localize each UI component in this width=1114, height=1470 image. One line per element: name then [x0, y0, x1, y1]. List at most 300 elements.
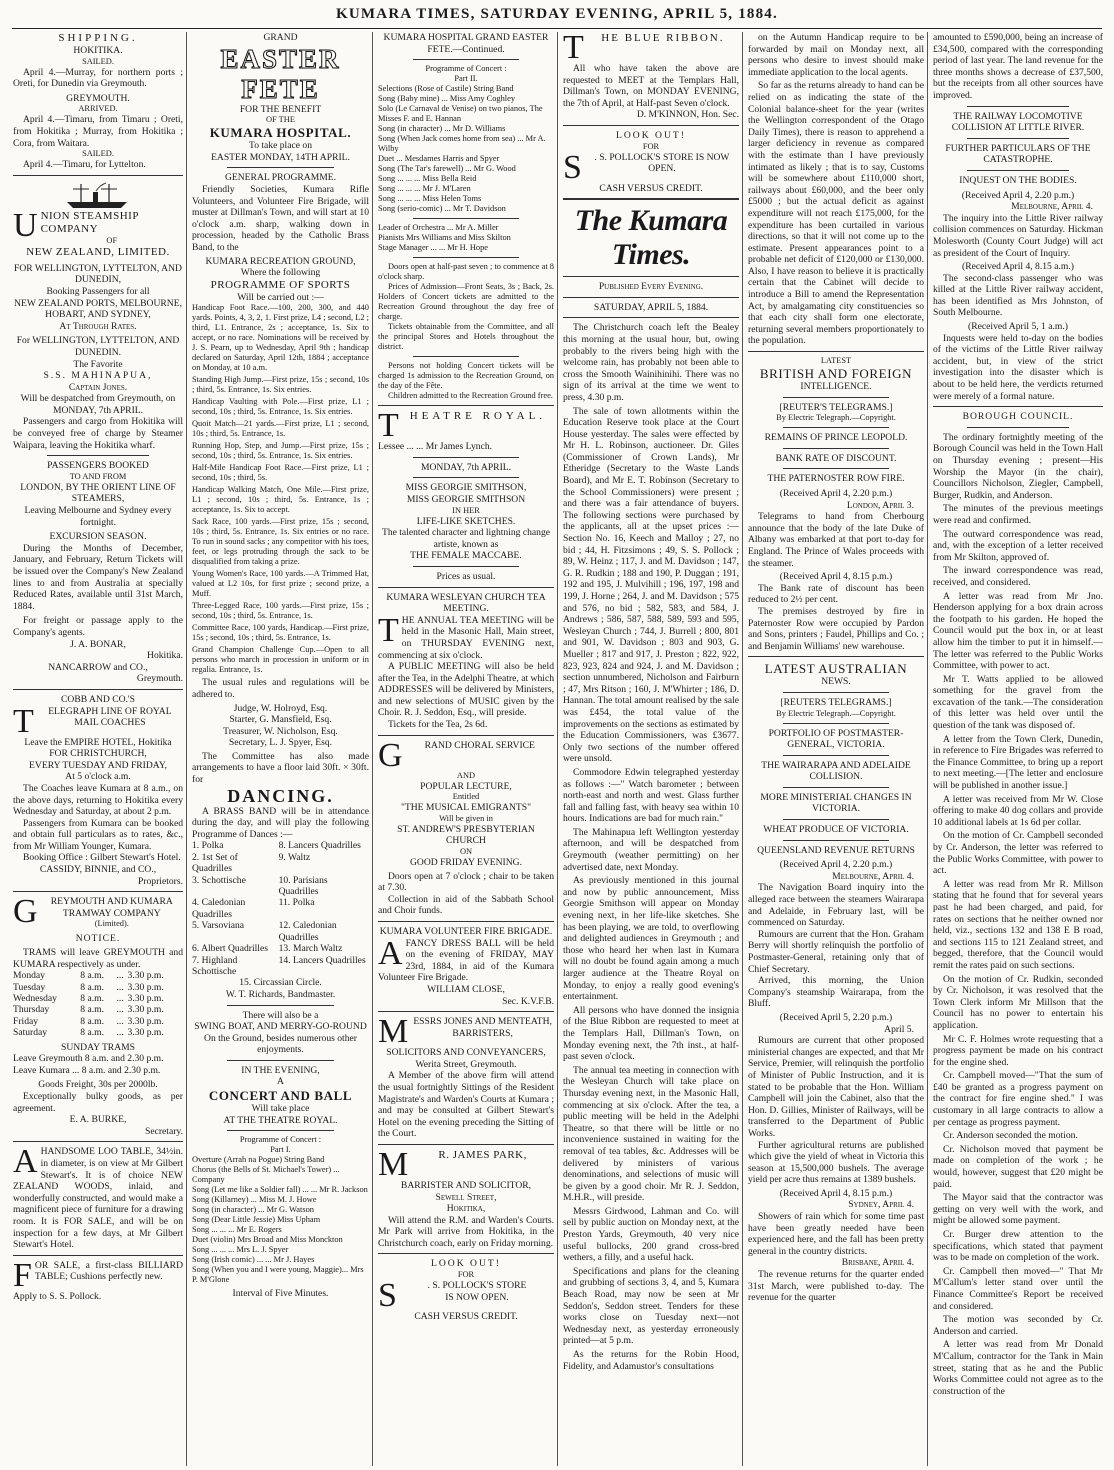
- subheading: ARRIVED.: [78, 104, 118, 114]
- paragraph: The sale of town allotments within the Education Reserve took place at the Court House yesterday. The sales were effected by Mr H. L. Robinson, auctioneer. Dr. Giles (Commissioner of Crown Lands), Mr Etheridge (Secretary to the Waste Lands Board), and Mr E. T. Robinson (Secretary to the School Commissioners) were present ; and there was a fair attendance of buyers. The following sections were purchased by the applicants, all at the upset prices :—Section No. 16, Keech and Malloy ; 27, no bid ; 44, H. Fitzsimons ; 49, S. S. Pollock ; 89, W. Heinz ; 117, J. and M. Davidson ; 147, G. R. Rudkin ; 188 and 190, P. Duggan ; 191, 192 and 195, J. Mulvihill ; 196, 197, 198 and 199, J. Horne ; 264, J. and M. Davidson ; 575 and 576, no bid ; 582, 583, and 584, J. Andrews ; 586, 587, 588, 589, 593 and 595, Wesleyan Church ; 744, J. Burrell ; 800, 801 and 901, W. Davidson ; 803 and 903, G. Mueller ; 817 and 917, J. Preston ; 822, 922, 823, 923, 824 and 924, J. and M. Davidson ; section unnumbered, Nicholson and Fairburn ; 47, Mrs Ritson ; 160, J. M'Whirter ; 186, D. Hannan. The total amount realised by the sale was £454, the total value of the improvements on the sections as estimated by the Education Commissioners, was £3677. Only two sections of the number offered were unsold.: [563, 405, 739, 765]
- text: The second-class passenger who was killed at the Little River railway accident, has been identified as Mrs Johnston, of South Melbourne.: [933, 272, 1103, 319]
- concert-item: Song (When Jack comes home from sea) ... Mr A. Wilby: [378, 134, 546, 154]
- text: THE FEMALE MACCABE.: [410, 550, 522, 562]
- dateline: Sydney, April 4.: [848, 1199, 914, 1211]
- union-nz: NEW ZEALAND, LIMITED.: [26, 245, 170, 258]
- column-rule: [372, 32, 373, 1466]
- divider: [13, 1141, 183, 1142]
- text: (Limited).: [94, 919, 129, 929]
- divider: [378, 1144, 554, 1145]
- column-rule: [186, 32, 187, 1466]
- text: (Received April 5, 2.20 p.m.): [779, 1011, 893, 1023]
- text: BARRISTERS,: [452, 1027, 513, 1039]
- dateline: April 5.: [884, 1023, 914, 1035]
- heading: HE BLUE RIBBON.: [601, 32, 725, 44]
- text: LIFE-LIKE SKETCHES.: [416, 515, 516, 527]
- paragraph: Specifications and plans for the cleaning and grubbing of sections 3, 4, and 5, Kumara Beach Road, may now be seen at Mr Seddon's, Seddon street. Tenders for these works close on Tuesday next—not Wednesday next, as yesterday erroneously printed—at 5 p.m.: [563, 1265, 739, 1347]
- table-row: [13, 1016, 183, 1027]
- text: D. M'KINNON, Hon. Sec.: [636, 109, 739, 121]
- concert-item: Song (Irish comic) ... ... Mr J. Hayes: [192, 1255, 315, 1265]
- paragraph: A letter was read from Mr Donald M'Callum, contractor for the Tank in Main street, stating that as he and the Public Works Committee could not agree as to the construction of the: [933, 1339, 1103, 1397]
- divider: [967, 427, 1069, 428]
- masthead-rule: [12, 28, 1102, 29]
- text: Children admitted to the Recreation Ground free.: [388, 391, 553, 401]
- sail-date: MONDAY, 7th APRIL.: [52, 404, 144, 416]
- sports-event: Grand Champion Challenge Cup.—Open to all persons who march in procession in uniform or in regalia. Entrance, 1s.: [192, 645, 369, 675]
- text: FOR CHRISTCHURCH,: [49, 748, 147, 760]
- dance-item: 7. Highland Schottische: [192, 954, 238, 977]
- port-heading: HOKITIKA.: [73, 45, 123, 56]
- tram-timetable: [13, 970, 183, 1038]
- dateline: Melbourne, April 4.: [1011, 201, 1093, 213]
- dance-item: 2. 1st Set of Quadrilles: [192, 851, 238, 875]
- officials-list: [192, 703, 369, 749]
- divider: [378, 405, 554, 406]
- dance-item: 3. Schottische: [192, 874, 246, 886]
- text: [REUTERS TELEGRAMS.]: [780, 696, 892, 708]
- concert-item: Song (Dear Little Jessie) Miss Upham: [192, 1215, 321, 1225]
- official: Secretary, L. J. Spyer, Esq.: [228, 737, 333, 749]
- shipping-entry: April 4.—Murray, for northern ports ; Oreti, for Dunedin via Greymouth.: [13, 66, 183, 90]
- text: EVERY TUESDAY AND FRIDAY,: [29, 759, 167, 771]
- dance-item: 6. Albert Quadrilles: [192, 943, 268, 955]
- text: At Through Rates.: [59, 320, 137, 332]
- column-rule: [557, 32, 558, 1466]
- heading: ESSRS JONES AND MENTEATH,: [413, 1016, 552, 1028]
- text: There will also be a: [242, 1009, 319, 1021]
- sports-event: Committee Race, 100 yards, Handicap.—First prize, 15s ; second, 10s ; third, 5s. Entrance, 1s.: [192, 623, 369, 643]
- concert-item: Chorus (the Bells of St. Michael's Tower) ... Company: [192, 1165, 340, 1185]
- official: Treasurer, W. Nicholson, Esq.: [223, 725, 338, 737]
- table-row: [13, 982, 183, 993]
- tram-afternoon: 3.30 p.m.: [127, 981, 164, 993]
- paragraph: A letter from the Town Clerk, Dunedin, in reference to Fire Brigades was referred to the Finance Committee, to bring up a report to next meeting.—[The letter and enclosure will be published in another issue.]: [933, 733, 1103, 792]
- text: CASSIDY, BINNIE, and CO.,: [39, 864, 157, 876]
- sports-event: Quoit Match—21 yards.—First prize, L1 ; second, 10s ; third, 5s. Entrance, 1s.: [192, 419, 369, 439]
- divider: [748, 656, 924, 657]
- text: GRAND: [263, 32, 298, 43]
- text: The premises destroyed by fire in Paternoster Row were occupied by Pardon and Sons, printers ; Faudel, Phillips and Co. ; and Benjamin Williams' new warehouse.: [748, 605, 924, 652]
- divider: [413, 356, 519, 357]
- text: AND: [456, 770, 476, 780]
- drop-cap: T: [13, 702, 34, 740]
- text: FOR: [457, 1270, 475, 1280]
- divider: [413, 257, 519, 258]
- text: Goods Freight, 30s per 2000lb.: [38, 1079, 158, 1091]
- shipping-entry: April 4.—Timaru, from Timaru ; Oreti, from Hokitika ; Murray, from Hokitika ; Cora, from Waitara.: [13, 114, 183, 149]
- paragraph: Commodore Edwin telegraphed yesterday as follows :—" Watch barometer ; between north-east and north and west. Glass further fall and falling fast, with heavy sea within 10 hours. Indications are bad for much rain.": [563, 766, 739, 825]
- text: Tickets obtainable from the Committee, and all the principal Stores and Hotels throughout the district.: [378, 322, 554, 352]
- divider: [378, 921, 554, 922]
- heading: SUNDAY TRAMS: [60, 1041, 136, 1053]
- divider: [378, 1253, 554, 1254]
- leader-item: Pianists Mrs Williams and Miss Skilton: [378, 233, 511, 243]
- table-row: [192, 897, 369, 920]
- heading: Programme of Concert :: [425, 64, 507, 74]
- text: Lessee ... ... Mr James Lynch.: [378, 441, 493, 453]
- divider: [783, 448, 889, 449]
- paragraph: As the returns for the Robin Hood, Fidelity, and Adamustor's consultations: [563, 1349, 739, 1372]
- paragraph: Cr. Nicholson moved that payment be made on completion of the work ; he would, however, suggest that £20 might be paid.: [933, 1143, 1103, 1190]
- text: Arrived, this morning, the Union Company's steamship Wairarapa, from the Bluff.: [748, 975, 924, 1010]
- divider: [967, 138, 1069, 139]
- text: By Electric Telegraph.—Copyright.: [776, 708, 896, 718]
- text: (Received April 4, 2.20 p.m.): [779, 859, 893, 871]
- text: (Received April 4, 2.20 p.m.): [961, 189, 1075, 201]
- text: To take place on: [249, 140, 312, 152]
- concert-item: Song ... ... ... Mrs L. J. Spyer: [192, 1245, 289, 1255]
- drop-cap: M: [378, 1145, 409, 1183]
- heading: INTELLIGENCE.: [800, 381, 872, 393]
- leaders-list: [378, 223, 554, 253]
- fete-date: EASTER MONDAY, 14TH APRIL.: [211, 151, 350, 163]
- sports-event: Three-Legged Race, 100 yards.—First prize, 15s ; second, 10s ; third, 5s. Entrance, 1s.: [192, 601, 369, 621]
- drop-cap: M: [378, 1013, 409, 1051]
- concert-item: Song (Let me like a Soldier fall) ... ... Mr R. Jackson: [192, 1185, 368, 1195]
- text: FOR: [642, 141, 660, 151]
- paragraph: Cr. Campbell moved—"That the sum of £40 be granted as a progress payment on the contract for fire engine shed." I was customary in all large contracts to allow a per centage as progress payment.: [933, 1070, 1103, 1128]
- divider: [563, 276, 739, 277]
- tram-afternoon: 3.30 p.m.: [127, 970, 164, 982]
- newspaper-title: The Kumara Times.: [574, 204, 728, 272]
- text: Will be given in: [439, 813, 493, 823]
- text: A: [277, 1076, 284, 1088]
- drop-cap: A: [13, 1143, 38, 1181]
- tram-afternoon: 3.30 p.m.: [127, 1015, 164, 1027]
- text: Will take place: [251, 1103, 310, 1115]
- text: Will attend the R.M. and Warden's Courts. Mr Park will arrive from Hokitika, in the Christchurch coach, early on Friday morning.: [378, 1214, 554, 1249]
- union-title: NION STEAMSHIP COMPANY: [40, 209, 139, 235]
- text: Booking Passengers for all: [46, 285, 150, 297]
- divider: [413, 477, 519, 478]
- drop-cap: T: [563, 32, 584, 66]
- heading: NOTICE.: [75, 933, 121, 945]
- text: (Received April 4, 8.15 p.m.): [779, 1187, 893, 1199]
- text: Leave Greymouth 8 a.m. and 2.30 p.m.: [13, 1053, 164, 1065]
- tram-day: Friday: [13, 1015, 39, 1027]
- paragraph: Cr. Campbell then moved—" That Mr M'Callum's letter stand over until the Finance Committee's Report be received and considered.: [933, 1265, 1103, 1312]
- sports-event: Handicap Foot Race.—100, 200, 300, and 440 yards. Points, 4, 3, 2, 1. First prize, L4 ; second, L2 ; third, L1. Entrance, 2s ; acceptance, 1s. Six to accept, or no race. Nominations will be received by J. S. Pearn, up to Wednesday, April 9th ; handicap declared on Saturday, April 12th, 1884 ; acceptance on Monday, at 10 a.m.: [192, 303, 369, 373]
- concert-part-2: [378, 84, 554, 214]
- heading: R. JAMES PARK,: [438, 1148, 527, 1161]
- tram-day: Tuesday: [13, 981, 46, 993]
- divider: [413, 218, 519, 219]
- concert-item: Selections (Rose of Castile) String Band: [378, 84, 514, 94]
- paragraph: A letter was received from Mr W. Close offering to make 40 dog collars and provide 10 additional labels at 1s 6d per collar.: [933, 793, 1103, 828]
- divider: [413, 457, 519, 458]
- heading: INQUEST ON THE BODIES.: [959, 174, 1077, 186]
- sports-event: Half-Mile Handicap Foot Race.—First prize, L1 ; second, 10s ; third, 5s.: [192, 463, 369, 483]
- text: [REUTER'S TELEGRAMS.]: [779, 401, 893, 413]
- text: amounted to £590,000, being an increase of £34,500, compared with the corresponding period of last year. The land revenue for the three months shows a decrease of £37,500, but the receipts from all other sources have improved.: [933, 32, 1103, 101]
- paragraph: The motion was seconded by Cr. Anderson and carried.: [933, 1314, 1103, 1337]
- heading: LOOK OUT!: [431, 1258, 501, 1270]
- dance-item: 14. Lancers Quadrilles: [278, 954, 366, 966]
- sports-event: Standing High Jump.—First prize, 15s ; second, 10s ; third, 5s. Entrance, 1s. Six entries.: [192, 375, 369, 395]
- table-row: [192, 852, 369, 875]
- tram-dots: ...: [116, 993, 124, 1005]
- text: The Favorite: [73, 358, 123, 370]
- concert-part-1: [192, 1155, 369, 1285]
- text: 15. Circassian Circle.: [239, 977, 322, 989]
- text: IN HER: [452, 505, 480, 515]
- text: The Navigation Board inquiry into the alleged race between the steamers Wairarapa and Adelaide, in February last, will be commenced on Saturday.: [748, 882, 924, 929]
- heading: Programme of Concert :: [239, 1135, 322, 1145]
- text: Prices as usual.: [436, 570, 496, 582]
- union-of: OF: [106, 235, 118, 245]
- drop-cap: T: [378, 611, 399, 649]
- text: The inquiry into the Little River railway collision commences on Saturday. Hickman Molesworth (County Court Judge) will act as president of the Court of Inquiry.: [933, 212, 1103, 259]
- heading: KUMARA WESLEYAN CHURCH TEA MEETING.: [386, 591, 546, 615]
- heading: EXCURSION SEASON.: [49, 531, 147, 543]
- sports-event: Handicap Vaulting with Pole.—First prize, L1 ; second, 10s ; third, 5s. Entrance, 1s. Six entries.: [192, 397, 369, 417]
- text: Will be despatched from Greymouth, on: [20, 393, 176, 405]
- divider: [933, 406, 1103, 407]
- paragraph: A letter was read from Mr R. Millson stating that he found that for several years past he had been charged, and paid, for rates on sections that he neither owned nor held, viz., sections 132 and 138 E B road, and sections 115 to 121 Zealand street, and begged, therefore, that the Council would remit the rates paid on such sections.: [933, 878, 1103, 971]
- tram-morning: 8 a.m.: [80, 1015, 104, 1027]
- divider: [563, 125, 739, 126]
- text: Secretary.: [145, 1125, 183, 1137]
- issue-date: SATURDAY, APRIL 5, 1884.: [593, 301, 709, 313]
- heading: . S. POLLOCK'S STORE IS NOW OPEN.: [594, 151, 730, 175]
- paragraph: The outward correspondence was read, and, with the exception of a letter received from Mr Skilton, approved of.: [933, 528, 1103, 563]
- heading: PROGRAMME OF SPORTS: [210, 278, 351, 291]
- divider: [783, 840, 889, 841]
- text: ST. ANDREW'S PRESBYTERIAN CHURCH: [397, 823, 535, 847]
- divider: [783, 755, 889, 756]
- divider: [967, 106, 1069, 107]
- divider: [783, 787, 889, 788]
- leader-item: Leader of Orchestra ... Mr A. Miller: [378, 223, 499, 233]
- text: Entitled: [452, 792, 480, 802]
- heading: BANK RATE OF DISCOUNT.: [775, 452, 897, 464]
- text: Leave the EMPIRE HOTEL, Hokitika: [24, 736, 172, 748]
- agent: NANCARROW and CO.,: [48, 661, 148, 673]
- tram-day: Saturday: [13, 1027, 48, 1039]
- text: WILLIAM CLOSE,: [427, 983, 505, 995]
- text: During the Months of December, January, and February, Return Tickets will be issued over the Company's New Zealand lines to and from Australia at specially Reduced Rates, available until 31st March, 1884.: [13, 542, 183, 612]
- port-heading: GREYMOUTH.: [66, 92, 130, 104]
- paragraph: So far as the returns already to hand can be relied on as indicating the state of the Colonial balance-sheet for the year (writes the Wellington correspondent of the Otago Daily Times), there is reason to apprehend a larger deficiency in revenue as compared with the estimate than I have previously intimated as likely ; that is to say, Customs will be somewhere about £110,000 short, railways about £60,000, and the beer only £5000 ; but the actual deficit as against expenditure will not reach £175,000, for the expenditure has been curtailed in various directions, so that it will not come up to the estimate. Present appearances point to a probable net deficit of £120,000 or £130,000. Also, I have reason to believe it is practically certain that the Cabinet will decide to introduce a Bill to amend the Representation Act, by amalgamating city constituencies so that each city shall form one electorate, returning several members proportionately to the population.: [748, 80, 924, 347]
- theatre-title: HEATRE ROYAL.: [409, 410, 547, 423]
- heading: ELEGRAPH LINE OF ROYAL MAIL COACHES: [48, 705, 172, 729]
- tram-morning: 8 a.m.: [80, 993, 104, 1005]
- divider: [227, 1005, 333, 1006]
- tram-morning: 8 a.m.: [80, 1004, 104, 1016]
- steamship-icon: [63, 180, 133, 210]
- column-rule: [742, 32, 743, 1466]
- text: Collection in aid of the Sabbath School and Choir funds.: [378, 893, 554, 917]
- text: FOR THE BENEFIT: [239, 103, 322, 115]
- dateline: Melbourne, April 4.: [832, 870, 914, 882]
- drop-cap: G: [13, 893, 38, 931]
- divider: [227, 167, 333, 168]
- text: Doors open at 7 o'clock ; chair to be taken at 7.30.: [378, 870, 554, 894]
- divider: [748, 351, 924, 352]
- heading: Part I.: [270, 1145, 291, 1155]
- divider: [227, 1130, 333, 1131]
- sports-event: Young Women's Race, 100 yards.—A Trimmed Hat, valued at L2 10s, for first prize ; second prize, a Muff.: [192, 569, 369, 599]
- steamship-illustration: [13, 180, 183, 210]
- table-row: [192, 875, 369, 898]
- text: (Received April 4, 2.20 p.m.): [779, 488, 893, 499]
- dance-item: 12. Caledonian Quadrilles: [278, 920, 337, 943]
- text: Persons not holding Concert tickets will be charged 1s admission to the Recreation Ground, on the day of the Fête.: [378, 361, 554, 391]
- concert-item: Song ... ... ... Miss Helen Toms: [378, 194, 482, 204]
- paragraph: Mr C. F. Holmes wrote requesting that a progress payment be made on his contract for the engine shed.: [933, 1033, 1103, 1068]
- sports-events: [192, 303, 369, 675]
- divider: [227, 1060, 333, 1061]
- text: Prices of Admission—Front Seats, 3s ; Back, 2s. Holders of Concert tickets are admitted to the Recreation Ground throughout the day free of charge.: [378, 282, 554, 322]
- shipping-entry: April 4.—Timaru, for Lyttelton.: [23, 159, 146, 171]
- heading: THE WAIRARAPA AND ADELAIDE COLLISION.: [761, 759, 911, 783]
- text: OF THE: [266, 115, 295, 125]
- tram-dots: ...: [116, 1004, 124, 1016]
- text: Exceptionally bulky goods, as per agreement.: [13, 1091, 183, 1114]
- agent-place: Hokitika.: [147, 650, 183, 662]
- leader-item: Stage Manager ... ... Mr H. Hope: [378, 243, 489, 253]
- concert-item: Duet (violin) Mrs Broad and Miss Monckton: [192, 1235, 343, 1245]
- heading: . S. POLLOCK'S STORE: [427, 1280, 527, 1292]
- paragraph: Mr T. Watts applied to be allowed something for the gravel from the excavation of the tank.—The consideration of this letter was held over until the question of the tank was disposed of.: [933, 673, 1103, 732]
- ship-name: S.S. MAHINAPUA,: [43, 370, 153, 382]
- sports-event: Running Hop, Step, and Jump.—First prize, 15s ; second, 10s ; third, 5s. Entrance, 1s. Six entries.: [192, 441, 369, 461]
- paragraph: Cr. Anderson seconded the motion.: [943, 1130, 1078, 1142]
- text: Leaving Melbourne and Sydney every fortnight.: [24, 505, 172, 528]
- text: Will be carried out :—: [237, 291, 324, 303]
- heading: PASSENGERS BOOKED: [47, 460, 149, 472]
- drop-cap: U: [13, 206, 38, 244]
- divider: [563, 297, 739, 298]
- official: Starter, G. Mansfield, Esq.: [229, 714, 332, 726]
- text: SOLICITORS AND CONVEYANCERS,: [386, 1047, 546, 1059]
- text: E. A. BURKE,: [69, 1114, 127, 1126]
- divider: [413, 59, 519, 60]
- text: (Received April 5, 1 a.m.): [968, 321, 1068, 333]
- dance-item: 13. March Waltz: [278, 943, 343, 955]
- concert-item: Song (in character) ... Mr G. Watson: [192, 1205, 314, 1215]
- paragraph: The annual tea meeting in connection with the Wesleyan Church will take place on Thursday evening next, in the Masonic Hall, commencing at six o'clock. After the tea, a public meeting will be held in the Adelphi Theatre, so that there will be little or no inconvenience sustained in waiting for the removal of tea tables, &c. Addresses will be delivered by ministers of various denominations, and selections of music will be given by a good choir. Mr R. J. Seddon, M.H.R., will preside.: [563, 1064, 739, 1204]
- text: Passengers from Kumara can be booked and obtain full particulars as to rates, &c., from Mr William Younger, Kumara.: [13, 817, 183, 852]
- text: The talented character and lightning change artiste, known as: [381, 527, 551, 550]
- text: A Member of the above firm will attend the usual fortnightly Sittings of the Resident Magistrate's and Warden's Courts at Kumara ; and may be consulted at Gilbert Stewart's Hotel on the evening preceding the Sitting of the Court.: [378, 1070, 554, 1140]
- text: Interval of Five Minutes.: [232, 1288, 329, 1300]
- table-row: [192, 920, 369, 943]
- tram-day: Wednesday: [13, 993, 57, 1005]
- text: Inquests were held to-day on the bodies of the victims of the Little River railway accident, but, in view of the strict investigation into the disaster which is about to be held here, the verdicts returned were merely of a formal nature.: [933, 332, 1103, 402]
- column-3: [375, 32, 557, 1466]
- heading: PORTFOLIO OF POSTMASTER-GENERAL, VICTORIA.: [768, 727, 904, 751]
- text: POPULAR LECTURE,: [420, 780, 512, 792]
- divider: [13, 689, 183, 690]
- divider: [967, 170, 1069, 171]
- column-4: [560, 32, 742, 1466]
- text: All who have taken the above are requested to MEET at the Templars Hall, Dillman's Town, on MONDAY EVENING, the 7th of April, at Half-past Seven o'clock.: [563, 63, 739, 109]
- paragraph: On the motion of Cr. Campbell seconded by Cr. Anderson, the letter was referred to the Public Works Committee, with power to act.: [933, 830, 1103, 877]
- text: Sewell Street,: [435, 1191, 497, 1203]
- divider: [783, 397, 889, 398]
- paragraph: The Christchurch coach left the Bealey this morning at the usual hour, but, owing probably to the rivers being high with the welcome rain, has probably not been able to cross the Smooth Wainihinihi. There was no sign of its arrival at the time we went to press, 4.30 p.m.: [563, 322, 739, 403]
- divider: [563, 198, 739, 200]
- official: Judge, W. Holroyd, Esq.: [233, 702, 328, 714]
- paragraph: As previously mentioned in this journal and now by public announcement, Miss Georgie Smithson will appear on Monday evening next, in her life-like sketches. She has been playing, we are told, to overflowing and delighted audiences in Greymouth ; and those who heard her when last in Kumara will no doubt be found again among a much larger audience at the Theatre Royal on Monday, to enjoy a really good evening's entertainment.: [563, 875, 739, 1003]
- tram-morning: 8 a.m.: [80, 1027, 104, 1039]
- tram-day: Monday: [13, 970, 45, 982]
- column-5: [745, 32, 927, 1466]
- tram-dots: ...: [116, 970, 124, 982]
- text: AT THE THEATRE ROYAL.: [223, 1114, 338, 1126]
- agent: J. A. BONAR,: [70, 638, 126, 650]
- paragraph: Messrs Girdwood, Lahman and Co. will sell by public auction on Monday next, at the Preston Yards, Greymouth, 40 very nice useful bullocks, 200 grand cross-bred wethers, a filly, and a useful hack.: [563, 1205, 739, 1264]
- text: On the Ground, besides numerous other enjoyments.: [204, 1032, 357, 1056]
- text: Booking Office : Gilbert Stewart's Hotel.: [23, 852, 181, 864]
- concert-item: Song ... ... ... Mr E. Rogers: [192, 1225, 282, 1235]
- heading: THE PATERNOSTER ROW FIRE.: [767, 473, 905, 485]
- route: FOR WELLINGTON, LYTTELTON, AND DUNEDIN,: [14, 262, 182, 286]
- heading: REMAINS OF PRINCE LEOPOLD.: [764, 432, 908, 444]
- paragraph: on the Autumn Handicap require to be forwarded by mail on Monday next, all persons who desire to invest should make immediate application to the local agents.: [748, 32, 924, 78]
- heading: KUMARA RECREATION GROUND,: [205, 255, 356, 267]
- table-row: [192, 955, 369, 978]
- concert-item: Overture (Arrah na Pogue) String Band: [192, 1155, 325, 1165]
- council-report: [933, 432, 1103, 1398]
- column-1: [10, 32, 186, 1466]
- shipping-heading: SHIPPING.: [58, 32, 138, 44]
- divider: [13, 175, 183, 176]
- heading: QUEENSLAND REVENUE RETURNS: [757, 844, 915, 856]
- concert-item: Solo (Le Carnaval de Venise) on two pianos, The Misses F. and E. Hannan: [378, 104, 543, 124]
- text: LATEST: [820, 356, 852, 366]
- dance-item: 5. Varsoviana: [192, 920, 245, 932]
- text: Leave Kumara ... 8 a.m. and 2.30 p.m.: [13, 1064, 161, 1076]
- table-row: [192, 943, 369, 954]
- text: Proprietors.: [137, 875, 183, 887]
- route: For WELLINGTON, LYTTELTON, AND DUNEDIN.: [16, 335, 180, 358]
- text: Rumours are current that other proposed ministerial changes are expected, and that Mr Service, Premier, will relinquish the portfolio of Minister of Public Instruction, and it is stated to be probable that the Hon. William Campbell will join the Cabinet, also that the Hon. D. Gillies, Minister of Railways, will be transferred to the Department of Public Works.: [748, 1035, 924, 1139]
- sports-event: Handicap Walking Match, One Mile.—First prize, L1 ; second, 10s ; third, 5s. Entrance, 1s ; acceptance, 1s. Six to accept.: [192, 485, 369, 515]
- text: HE ANNUAL TEA MEETING will be held in the Masonic Hall, Main street, on THURSDAY EVENING next, commencing at six o'clock.: [378, 614, 554, 661]
- text: LONDON, BY THE ORIENT LINE OF STEAMERS,: [20, 481, 176, 505]
- dancing-title: DANCING.: [227, 785, 334, 806]
- text: W. T. Richards, Bandmaster.: [225, 988, 336, 1000]
- heading: Part II.: [454, 74, 478, 84]
- text: Where the following: [240, 267, 321, 279]
- heading: RAND CHORAL SERVICE: [424, 739, 535, 751]
- paragraph: The Mahinapua left Wellington yesterday afternoon, and will be despatched from Greymouth (weather permitting) on her advertised date, next Monday.: [563, 826, 739, 873]
- tram-afternoon: 3.30 p.m.: [127, 1027, 164, 1039]
- heading: NEWS.: [821, 676, 851, 688]
- divider: [47, 455, 149, 456]
- text: TRAMS will leave GREYMOUTH and KUMARA respectively as under.: [13, 947, 183, 970]
- hospital-title: KUMARA HOSPITAL.: [209, 125, 352, 141]
- text: Telegrams to hand from Cherbourg announce that the body of the late Duke of Albany was embarked at that port to-day for England. The Prince of Wales proceeds with the steamer.: [748, 511, 924, 569]
- editorial-paragraphs: [563, 322, 739, 1372]
- text: Passengers and cargo from Hokitika will be conveyed free of charge by Steamer Waipara, leaving the Hokitika wharf.: [13, 416, 183, 451]
- subheading: SAILED.: [82, 56, 114, 66]
- text: CASH VERSUS CREDIT.: [414, 1311, 518, 1323]
- text: HANDSOME LOO TABLE, 34½in. in diameter, is on view at Mr Gilbert Stewart's. It is of choice NEW ZEALAND WOODS, inlaid, and wonderfully constructed, and would make a magnificent piece of furniture for a drawing room. It is FOR SALE, and will be on inspection for a few days, at Mr Gilbert Stewart's Hotel.: [13, 1146, 183, 1251]
- agent-place: Greymouth.: [136, 673, 183, 685]
- tram-morning: 8 a.m.: [80, 970, 104, 982]
- text: ON: [459, 847, 473, 857]
- text: Apply to S. S. Pollock.: [13, 1290, 102, 1302]
- divider: [13, 891, 183, 892]
- concert-item: Song (in character) ... Mr D. Williams: [378, 124, 506, 134]
- text: The Coaches leave Kumara at 8 a.m., on the above days, returning to Hokitika every Wednesday and Saturday, at about 2 p.m.: [13, 782, 183, 818]
- drop-cap: G: [378, 736, 403, 774]
- captain: Captain Jones.: [68, 381, 128, 393]
- column-rule: [927, 32, 928, 1466]
